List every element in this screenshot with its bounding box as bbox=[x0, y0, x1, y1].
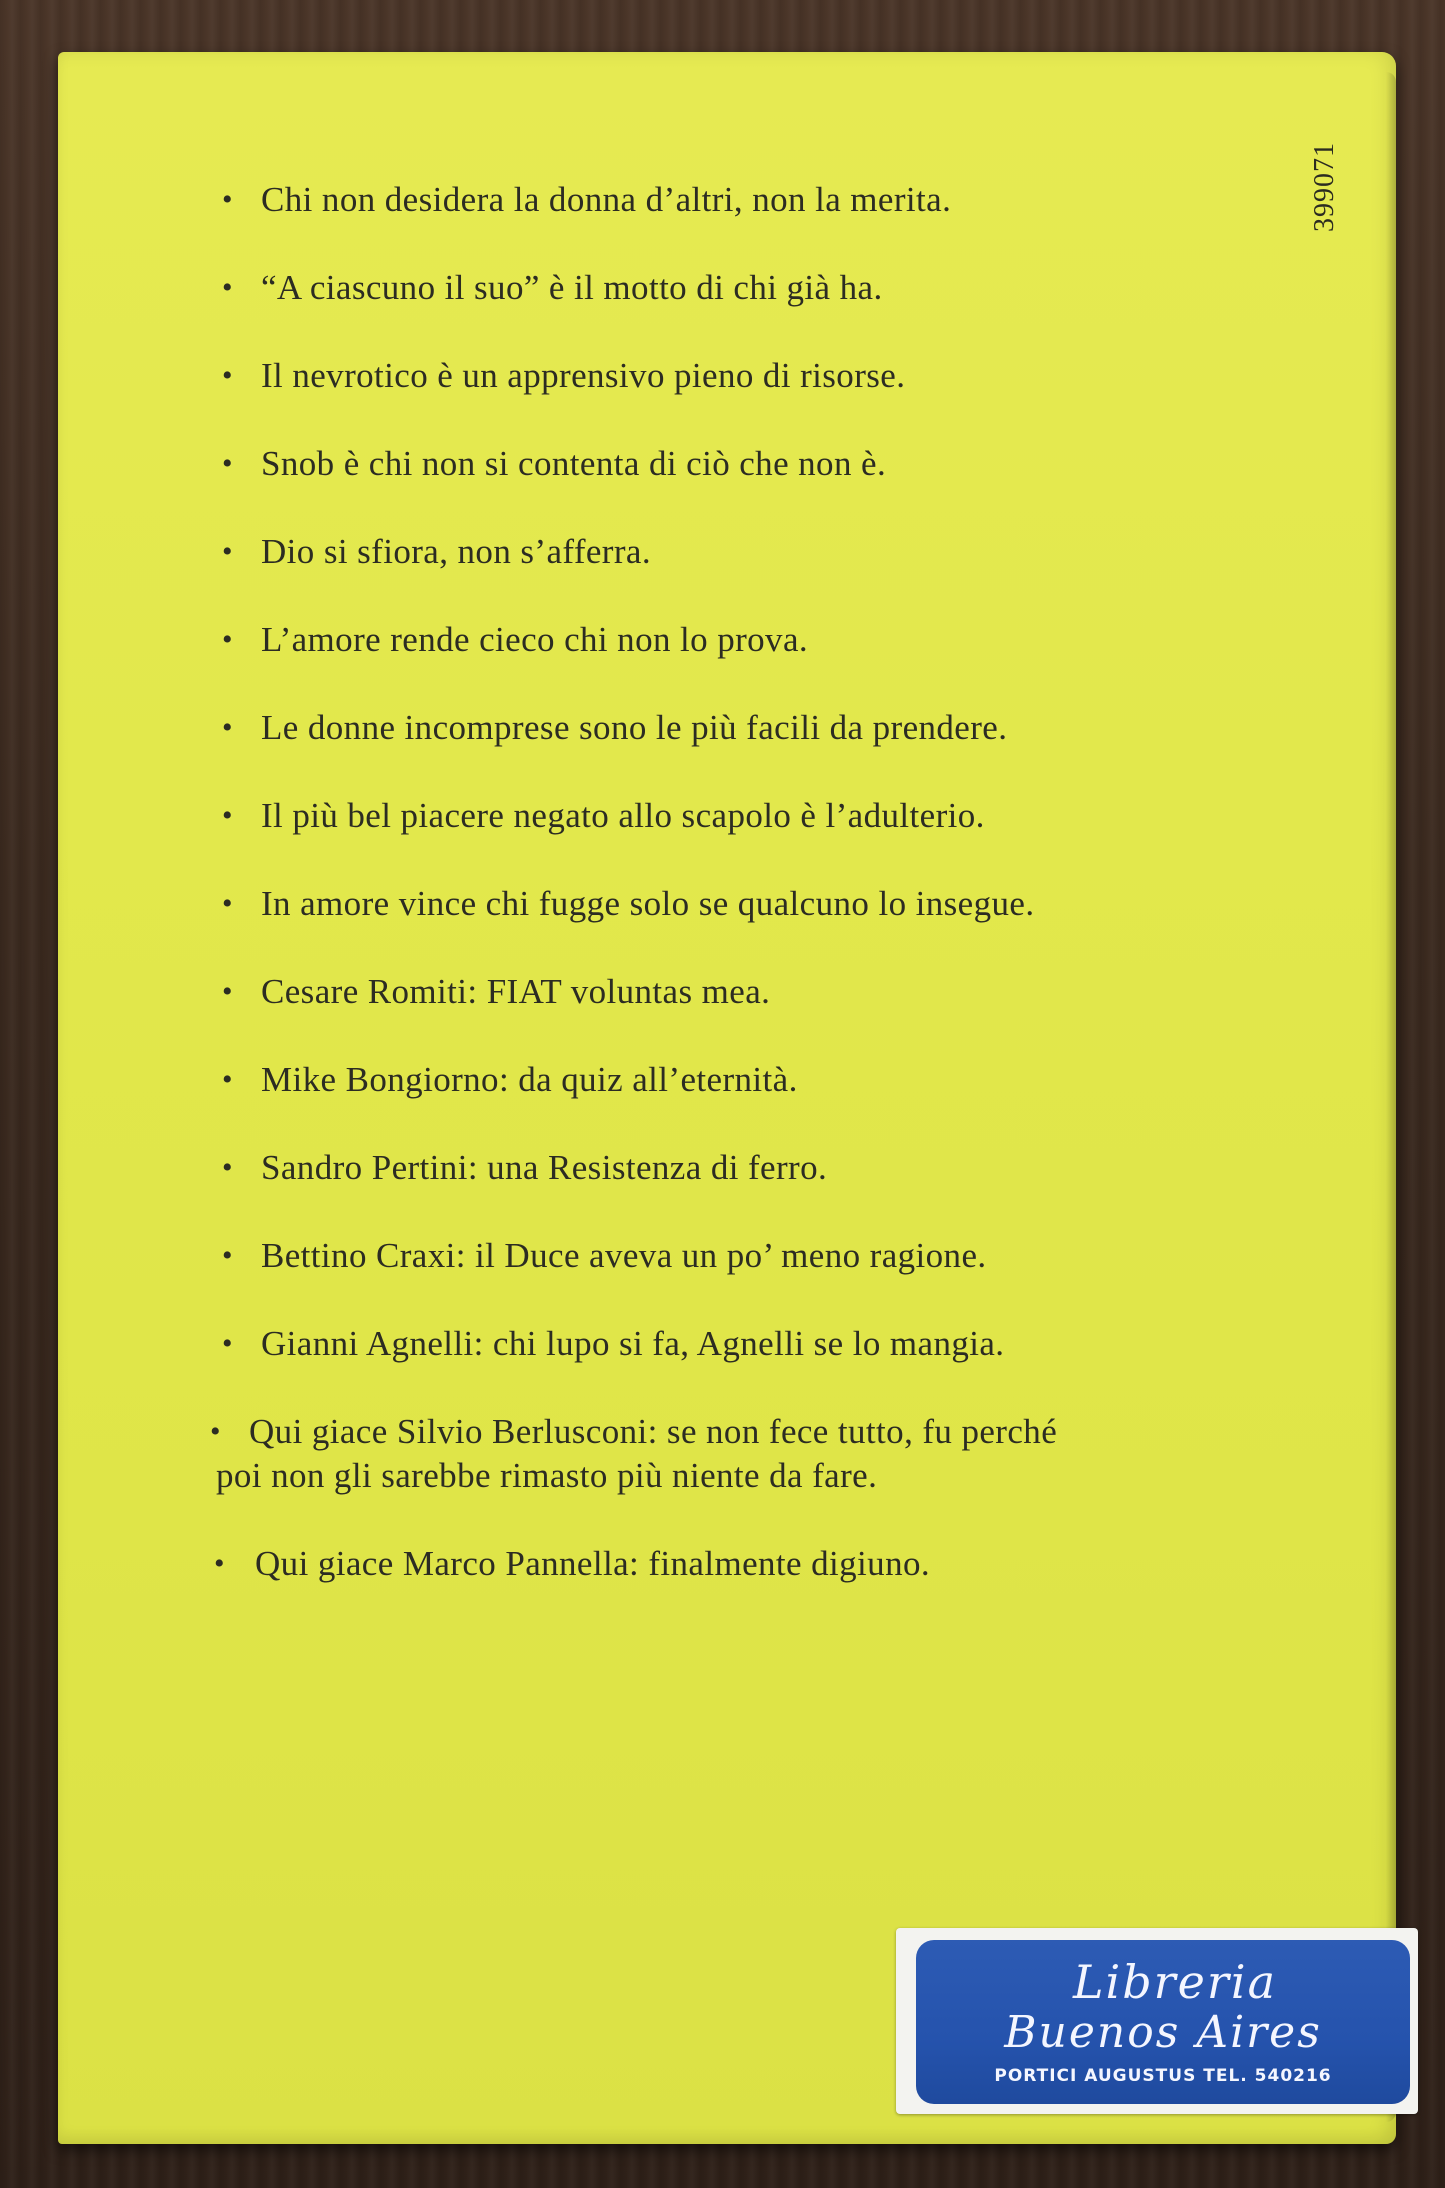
bullet-icon: • bbox=[214, 1547, 225, 1580]
quote-text: Qui giace Marco Pannella: finalmente digiuno. bbox=[255, 1544, 931, 1583]
quote-text: Il nevrotico è un apprensivo pieno di risorse. bbox=[261, 356, 906, 395]
quote-item bbox=[158, 266, 1208, 310]
quote-item bbox=[158, 1234, 1208, 1278]
quote-text: Le donne incomprese sono le più facili da prendere. bbox=[261, 708, 1008, 747]
catalog-number: 399071 bbox=[1309, 142, 1340, 232]
book-back-cover bbox=[58, 52, 1396, 2144]
quote-text-line-1: Qui giace Silvio Berlusconi: se non fece tutto, fu perché bbox=[249, 1412, 1058, 1451]
quote-text: Dio si sfiora, non s’afferra. bbox=[261, 532, 652, 571]
bullet-icon: • bbox=[222, 1063, 233, 1096]
bullet-icon: • bbox=[222, 1327, 233, 1360]
quote-item bbox=[158, 970, 1208, 1014]
quote-item bbox=[158, 530, 1208, 574]
quote-item bbox=[158, 442, 1208, 486]
quote-list bbox=[158, 178, 1208, 1630]
sticker-label bbox=[916, 1940, 1410, 2104]
quote-item bbox=[158, 1146, 1208, 1190]
quote-item-long bbox=[158, 1410, 1208, 1498]
quote-item bbox=[158, 354, 1208, 398]
quote-item bbox=[158, 794, 1208, 838]
quote-item bbox=[158, 1058, 1208, 1102]
quote-text: “A ciascuno il suo” è il motto di chi già ha. bbox=[261, 268, 883, 307]
quote-item bbox=[158, 178, 1208, 222]
quote-text: Mike Bongiorno: da quiz all’eternità. bbox=[261, 1060, 798, 1099]
bullet-icon: • bbox=[210, 1415, 221, 1448]
quote-item bbox=[158, 1322, 1208, 1366]
quote-item bbox=[158, 706, 1208, 750]
quote-text: In amore vince chi fugge solo se qualcuno lo insegue. bbox=[261, 884, 1035, 923]
quote-item bbox=[158, 1542, 1208, 1586]
bullet-icon: • bbox=[222, 1151, 233, 1184]
quote-text: Bettino Craxi: il Duce aveva un po’ meno ragione. bbox=[261, 1236, 987, 1275]
bullet-icon: • bbox=[222, 623, 233, 656]
bullet-icon: • bbox=[222, 975, 233, 1008]
bullet-icon: • bbox=[222, 183, 233, 216]
quote-text: Il più bel piacere negato allo scapolo è l’adulterio. bbox=[261, 796, 985, 835]
quote-text: Chi non desidera la donna d’altri, non la merita. bbox=[261, 180, 952, 219]
bullet-icon: • bbox=[222, 1239, 233, 1272]
quote-text: Snob è chi non si contenta di ciò che non è. bbox=[261, 444, 887, 483]
quote-item bbox=[158, 618, 1208, 662]
quote-item bbox=[158, 882, 1208, 926]
bullet-icon: • bbox=[222, 359, 233, 392]
sticker-address: PORTICI AUGUSTUS TEL. 540216 bbox=[994, 2066, 1332, 2086]
bullet-icon: • bbox=[222, 887, 233, 920]
quote-text-line-2: poi non gli sarebbe rimasto più niente da fare. bbox=[216, 1456, 878, 1495]
quote-text: Sandro Pertini: una Resistenza di ferro. bbox=[261, 1148, 828, 1187]
quote-text: L’amore rende cieco chi non lo prova. bbox=[261, 620, 809, 659]
quote-text: Cesare Romiti: FIAT voluntas mea. bbox=[261, 972, 771, 1011]
quote-text: Gianni Agnelli: chi lupo si fa, Agnelli se lo mangia. bbox=[261, 1324, 1005, 1363]
bullet-icon: • bbox=[222, 799, 233, 832]
bullet-icon: • bbox=[222, 711, 233, 744]
bullet-icon: • bbox=[222, 447, 233, 480]
cover-edge-shadow bbox=[1386, 72, 1396, 2122]
bookstore-sticker bbox=[896, 1928, 1418, 2114]
bullet-icon: • bbox=[222, 271, 233, 304]
bullet-icon: • bbox=[222, 535, 233, 568]
sticker-store-name-line-1: Libreria bbox=[1072, 1955, 1278, 2009]
sticker-store-name-line-2: Buenos Aires bbox=[1004, 2007, 1322, 2058]
